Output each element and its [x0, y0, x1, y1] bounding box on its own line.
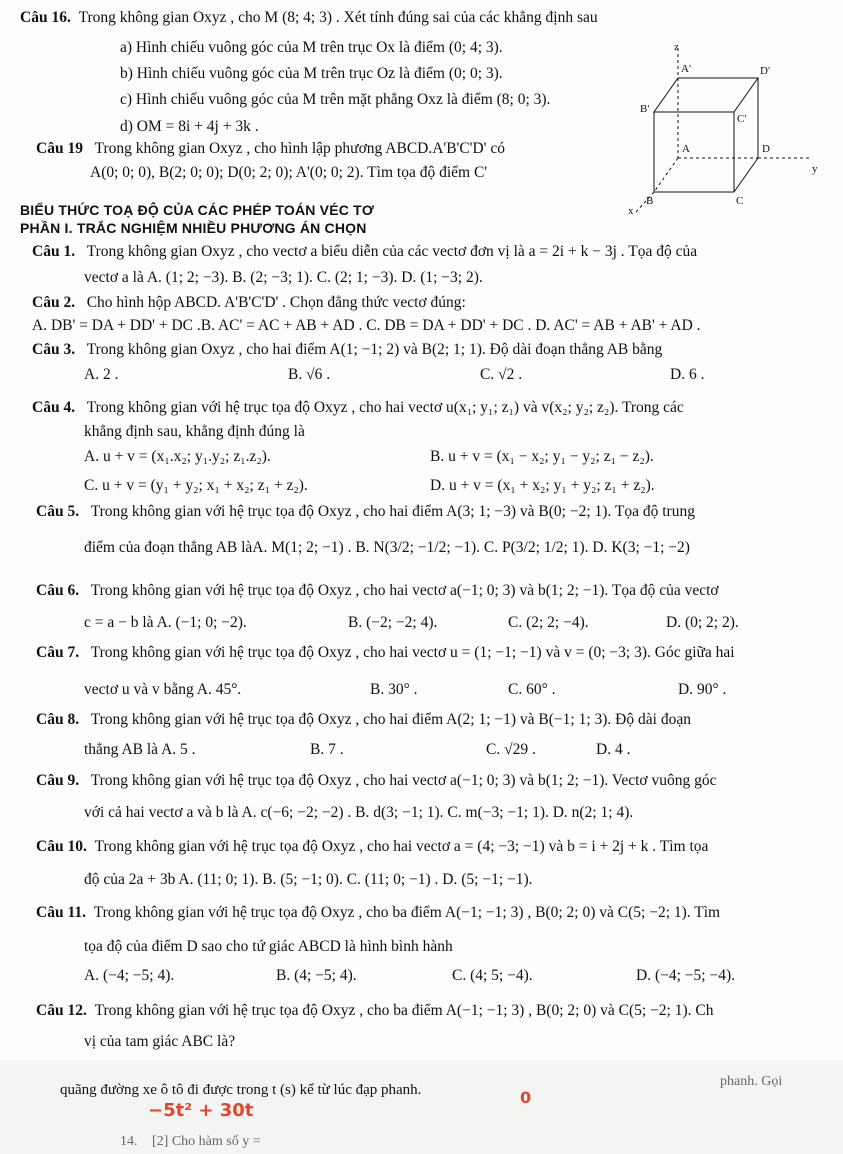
q3-opt-c: C. √2 .	[480, 366, 523, 383]
label-d1: D'	[760, 65, 770, 77]
bottom-line1: quãng đường xe ô tô đi được trong t (s) kể từ lúc đạp phanh.	[60, 1082, 422, 1098]
q16-d: d) OM = 8i + 4j + 3k .	[120, 118, 259, 135]
q8-stem: Trong không gian với hệ trục tọa độ Oxyz , cho hai điểm A(2; 1; −1) và B(−1; 1; 3). Độ dài đoạn	[90, 711, 691, 728]
q4-line1	[32, 398, 684, 418]
q19-stem2: A(0; 0; 0), B(2; 0; 0); D(0; 2; 0); A'(0; 0; 2). Tìm tọa độ điểm C'	[90, 164, 488, 181]
q11-opt-a: A. (−4; −5; 4).	[84, 967, 175, 984]
q7-opt-c: C. 60° .	[508, 681, 556, 698]
q2-opts: A. DB' = DA + DD' + DC .B. AC' = AC + AB + AD . C. DB = DA + DD' + DC . D. AC' = AB + AB' + AD .	[32, 317, 701, 334]
bottom-line2: [2] Cho hàm số y =	[152, 1134, 261, 1149]
q12-stem2: vị của tam giác ABC là?	[84, 1033, 236, 1050]
q7-title: Câu 7.	[36, 644, 80, 661]
q5-title: Câu 5.	[36, 503, 80, 520]
q2-line1	[32, 293, 466, 313]
q19-stem1: Trong không gian Oxyz , cho hình lập phương ABCD.A'B'C'D' có	[94, 140, 505, 157]
q3-title: Câu 3.	[32, 341, 76, 358]
q16-title: Câu 16.	[20, 9, 71, 26]
q10-title: Câu 10.	[36, 838, 87, 855]
q6-title: Câu 6.	[36, 582, 80, 599]
q3-opt-b: B. √6 .	[288, 366, 331, 383]
q5-opts: điểm của đoạn thẳng AB làA. M(1; 2; −1) . B. N(3/2; −1/2; −1). C. P(3/2; 1/2; 1). D. K(3; −1; −2)	[84, 539, 690, 556]
label-c1: C'	[737, 113, 747, 125]
q10-stem: Trong không gian với hệ trục tọa độ Oxyz , cho hai vectơ a = (4; −3; −1) và b = i + 2j + k . Tìm tọa	[94, 838, 709, 855]
q19-line1	[36, 139, 505, 159]
label-x: x	[628, 205, 634, 215]
q8-line1	[36, 710, 691, 730]
q4-title: Câu 4.	[32, 399, 76, 416]
q11-stem1: Trong không gian với hệ trục tọa độ Oxyz , cho ba điểm A(−1; −1; 3) , B(0; 2; 0) và C(5; −2; 1). Tìm	[93, 904, 721, 921]
q8-opt-d: D. 4 .	[596, 741, 631, 758]
q12-title: Câu 12.	[36, 1002, 87, 1019]
q16-stem: Trong không gian Oxyz , cho M (8; 4; 3) . Xét tính đúng sai của các khẳng định sau	[78, 9, 598, 26]
q6-opt-b: B. (−2; −2; 4).	[348, 614, 438, 631]
q8-title: Câu 8.	[36, 711, 80, 728]
left-bottom-edge	[654, 158, 678, 192]
q16-b: b) Hình chiếu vuông góc của M trên trục Oz là điểm (0; 0; 3).	[120, 65, 503, 82]
q8-opt-b: B. 7 .	[310, 741, 344, 758]
q4-opt-b: B. u + v = (x₁ − x₂; y₁ − y₂; z₁ − z₂).	[430, 448, 654, 465]
label-b1: B'	[640, 103, 650, 115]
label-a1: A'	[681, 63, 691, 75]
q1-line1	[32, 242, 697, 262]
q16-c: c) Hình chiếu vuông góc của M trên mặt phẳng Oxz là điểm (8; 0; 3).	[120, 91, 551, 108]
q3-opt-d: D. 6 .	[670, 366, 705, 383]
q4-opt-d: D. u + v = (x₁ + x₂; y₁ + y₂; z₁ + z₂).	[430, 477, 655, 494]
q4-opt-a: A. u + v = (x₁.x₂; y₁.y₂; z₁.z₂).	[84, 448, 271, 465]
label-b: B	[646, 195, 654, 207]
q6-opt-d: D. (0; 2; 2).	[666, 614, 739, 631]
handwritten-formula: −5t² + 30t	[148, 1100, 254, 1121]
q1-stem2: vectơ a là A. (1; 2; −3). B. (2; −3; 1). C. (2; 1; −3). D. (1; −3; 2).	[84, 269, 483, 286]
q6-stem: Trong không gian với hệ trục tọa độ Oxyz , cho hai vectơ a(−1; 0; 3) và b(1; 2; −1). Tọa độ của vectơ	[90, 582, 719, 599]
q5-line1	[36, 502, 695, 522]
q7-stem: Trong không gian với hệ trục tọa độ Oxyz , cho hai vectơ u = (1; −1; −1) và v = (0; −3; 3). Góc giữa hai	[90, 644, 735, 661]
q3-stem: Trong không gian Oxyz , cho hai điểm A(1; −1; 2) và B(2; 1; 1). Độ dài đoạn thẳng AB bằng	[86, 341, 663, 358]
q9-opts: với cả hai vectơ a và b là A. c(−6; −2; −2) . B. d(3; −1; 1). C. m(−3; −1; 1). D. n(2; 1; 4).	[84, 804, 634, 821]
label-c: C	[736, 195, 744, 207]
bottom-number: 14.	[120, 1134, 138, 1149]
q2-stem: Cho hình hộp ABCD. A'B'C'D' . Chọn đẳng thức vectơ đúng:	[86, 294, 466, 311]
q2-title: Câu 2.	[32, 294, 76, 311]
q3-line1	[32, 340, 662, 360]
top-face	[654, 78, 758, 112]
next-page-fragment	[0, 1060, 843, 1154]
q12-line1	[36, 1001, 713, 1021]
q10-line1	[36, 837, 708, 857]
handwritten-zero: 0	[520, 1088, 532, 1107]
section-heading-1: BIỂU THỨC TOẠ ĐỘ CỦA CÁC PHÉP TOÁN VÉC TƠ	[20, 202, 375, 218]
cube-figure	[600, 40, 830, 215]
q8-opt-c: C. √29 .	[486, 741, 536, 758]
edge-cd	[734, 158, 758, 192]
label-z: z	[674, 41, 679, 53]
q8-opt-a: thẳng AB là A. 5 .	[84, 741, 196, 758]
q19-title: Câu 19	[36, 140, 83, 157]
q6-line1	[36, 581, 719, 601]
q11-opt-b: B. (4; −5; 4).	[276, 967, 357, 984]
q3-opt-a: A. 2 .	[84, 366, 119, 383]
q11-opt-d: D. (−4; −5; −4).	[636, 967, 735, 984]
q7-line1	[36, 643, 735, 663]
q11-line1	[36, 903, 720, 923]
q7-opt-d: D. 90° .	[678, 681, 727, 698]
q5-stem: Trong không gian với hệ trục tọa độ Oxyz , cho hai điểm A(3; 1; −3) và B(0; −2; 1). Tọa độ trung	[90, 503, 695, 520]
q11-opt-c: C. (4; 5; −4).	[452, 967, 533, 984]
q6-opt-a: c = a − b là A. (−1; 0; −2).	[84, 614, 247, 631]
q4-opt-c: C. u + v = (y₁ + y₂; x₁ + x₂; z₁ + z₂).	[84, 477, 308, 494]
q4-stem2: khẳng định sau, khẳng định đúng là	[84, 423, 305, 440]
q11-title: Câu 11.	[36, 904, 86, 921]
q9-line1	[36, 771, 717, 791]
q10-opts: độ của 2a + 3b A. (11; 0; 1). B. (5; −1; 0). C. (11; 0; −1) . D. (5; −1; −1).	[84, 871, 533, 888]
q11-stem2: tọa độ của điểm D sao cho tứ giác ABCD là hình bình hành	[84, 938, 453, 955]
q16-line	[20, 8, 598, 28]
q9-title: Câu 9.	[36, 772, 80, 789]
q1-stem1: Trong không gian Oxyz , cho vectơ a biểu diễn của các vectơ đơn vị là a = 2i + k − 3j . Tọa độ của	[86, 243, 698, 260]
q12-stem1: Trong không gian với hệ trục tọa độ Oxyz , cho ba điểm A(−1; −1; 3) , B(0; 2; 0) và C(5; −2; 1). Ch	[94, 1002, 714, 1019]
q16-a: a) Hình chiếu vuông góc của M trên trục Ox là điểm (0; 4; 3).	[120, 39, 503, 56]
q1-title: Câu 1.	[32, 243, 76, 260]
section-heading-2: PHẦN I. TRẮC NGHIỆM NHIỀU PHƯƠNG ÁN CHỌN	[20, 220, 367, 236]
q6-opt-c: C. (2; 2; −4).	[508, 614, 589, 631]
label-d: D	[762, 143, 770, 155]
q9-stem: Trong không gian với hệ trục tọa độ Oxyz , cho hai vectơ a(−1; 0; 3) và b(1; 2; −1). Vectơ vuông góc	[90, 772, 717, 789]
label-y: y	[812, 163, 818, 175]
q4-stem1: Trong không gian với hệ trục tọa độ Oxyz , cho hai vectơ u(x₁; y₁; z₁) và v(x₂; y₂; z₂). Trong các	[86, 399, 684, 416]
q7-opt-a: vectơ u và v bằng A. 45°.	[84, 681, 242, 698]
label-a: A	[682, 143, 690, 155]
q7-opt-b: B. 30° .	[370, 681, 418, 698]
bottom-right-fragment: phanh. Gọi	[720, 1074, 783, 1089]
